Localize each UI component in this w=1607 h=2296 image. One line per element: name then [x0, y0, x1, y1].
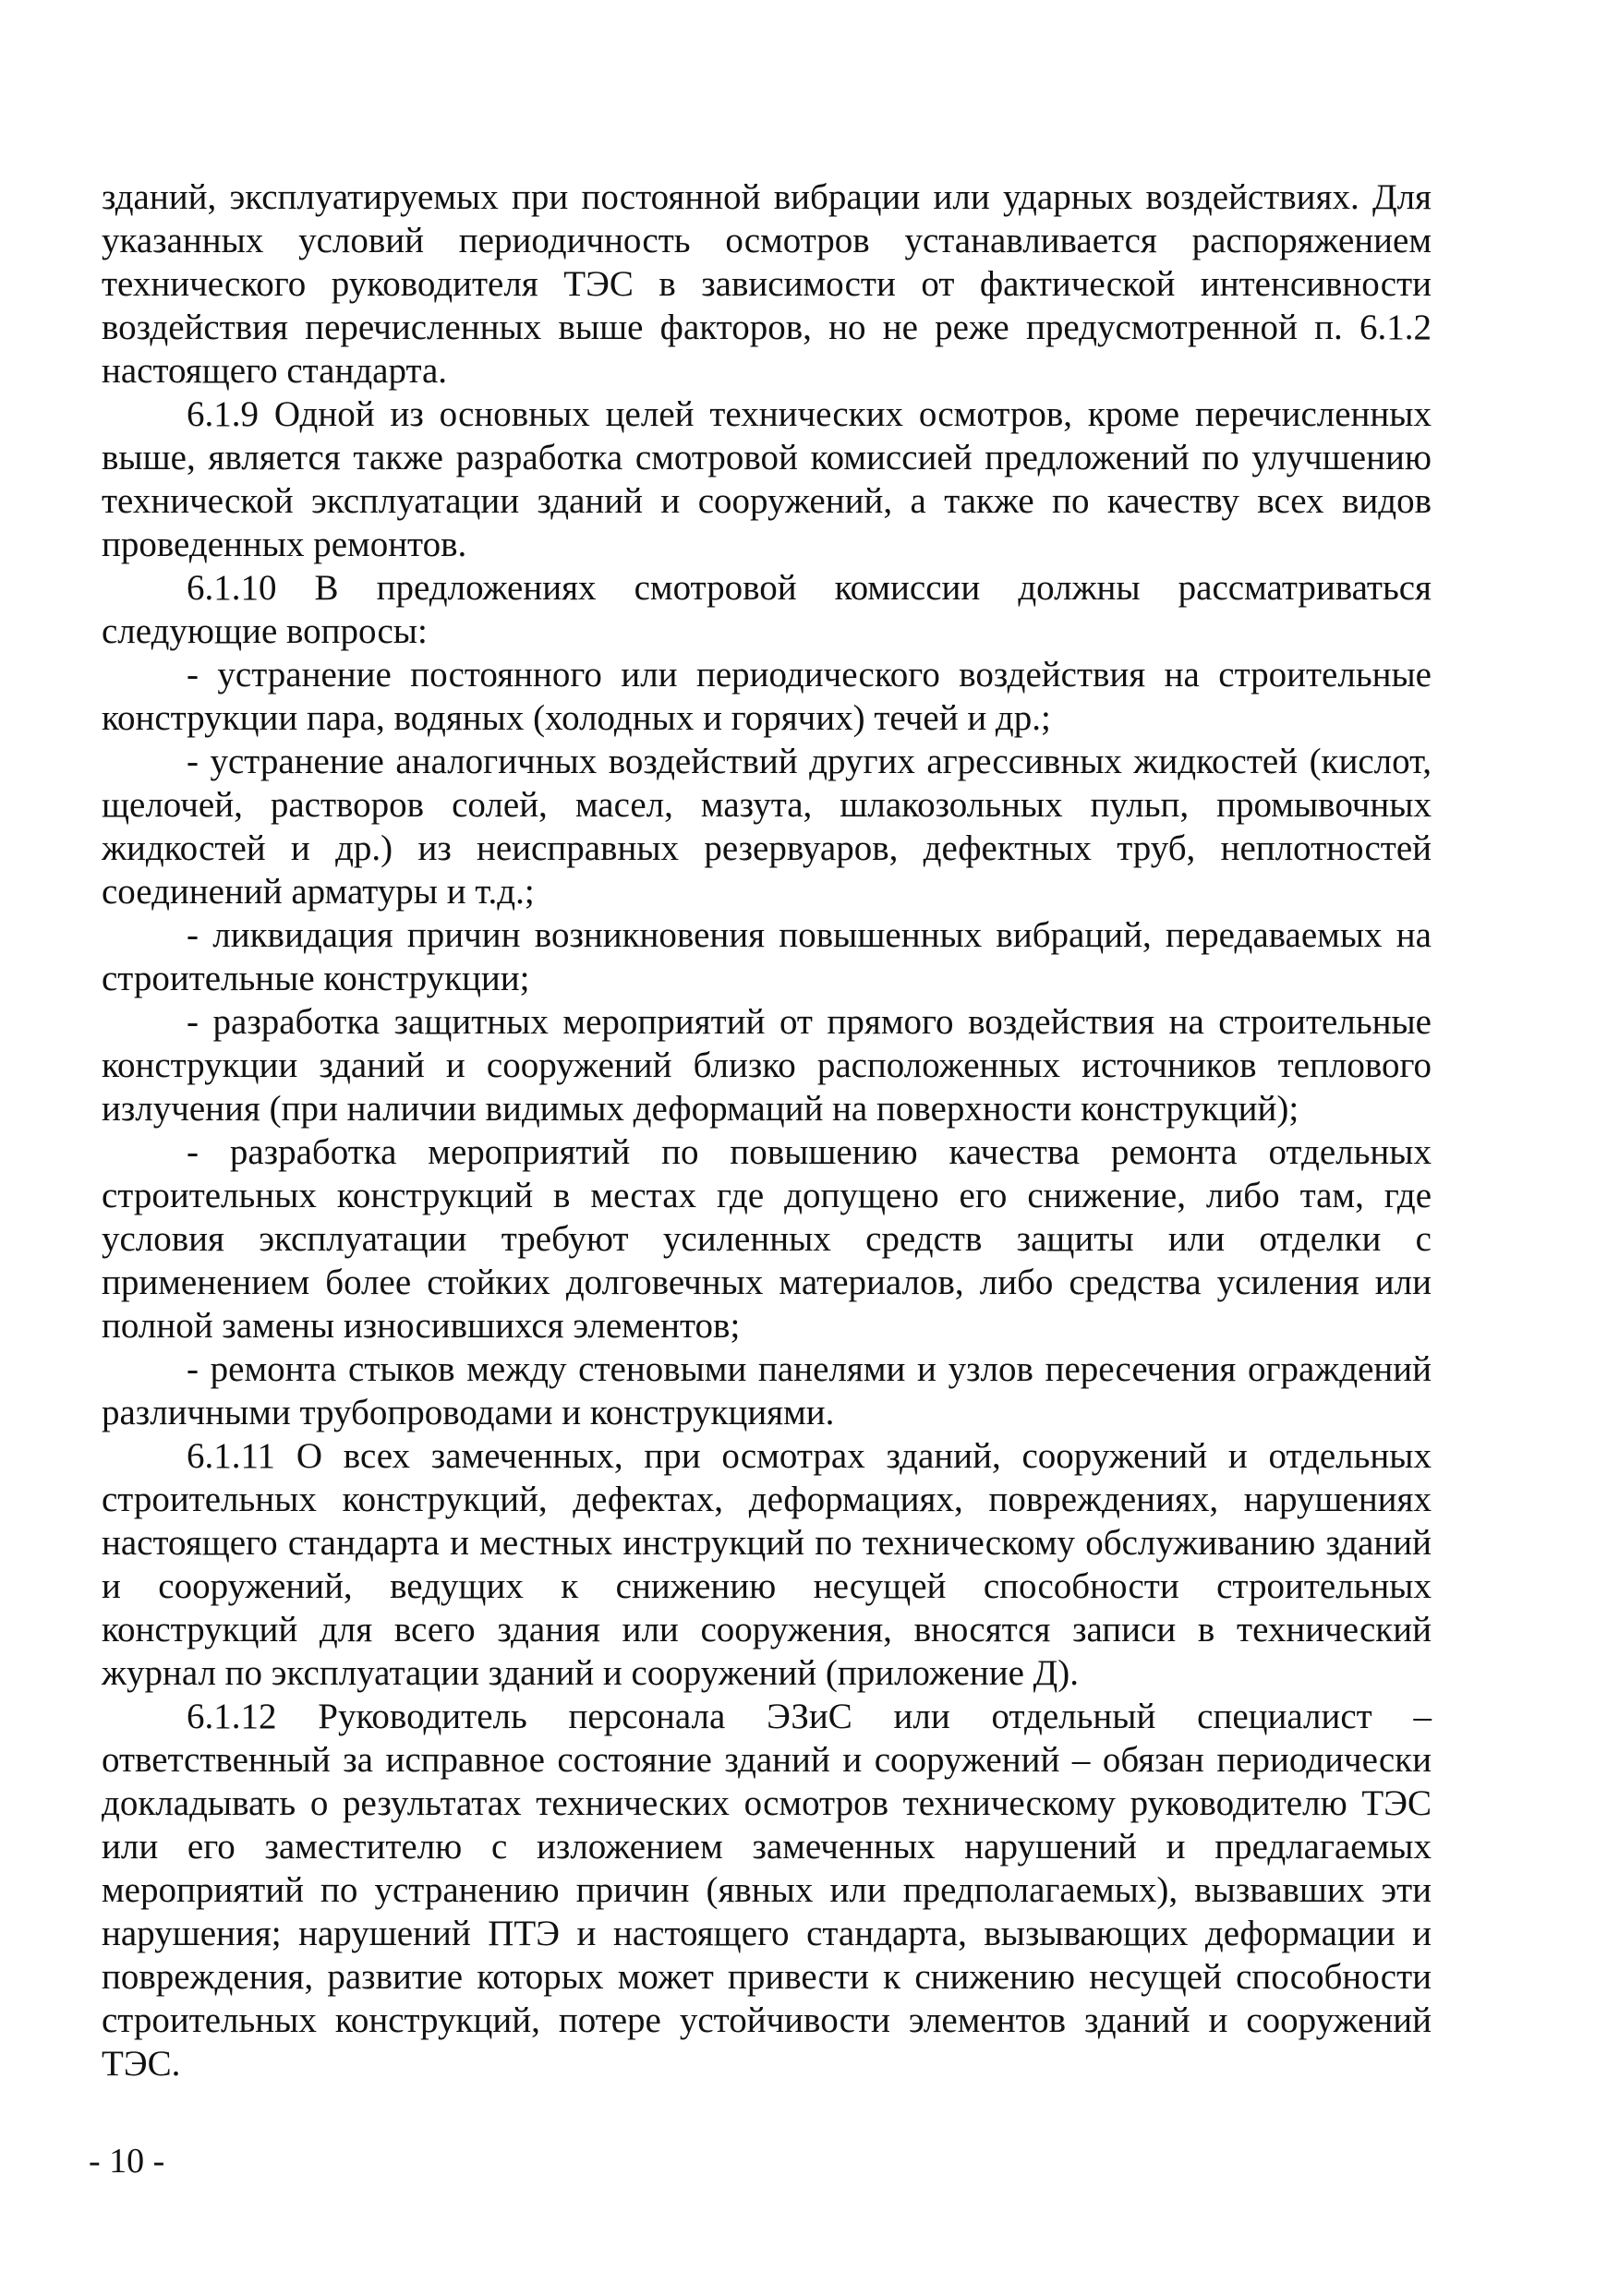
list-item-aggressive-liquids: - устранение аналогичных воздействий других агрессивных жидкостей (кислот, щелочей, растворов солей, масел, мазута, шлакозольных пульп, промывочных жидкостей и др.) из неисправных резервуаров, дефектных труб, неплотностей соединений арматуры и т.д.; [102, 742, 1432, 912]
paragraph-continuation: зданий, эксплуатируемых при постоянной вибрации или ударных воздействиях. Для указанных условий периодичность осмотров устанавливается распоряжением технического руководителя ТЭС в зависимости от фактической интенсивности воздействия перечисленных выше факторов, но не реже предусмотренной п. 6.1.2 настоящего стандарта. [102, 177, 1432, 391]
paragraph-6-1-9: 6.1.9 Одной из основных целей технических осмотров, кроме перечисленных выше, является также разработка смотровой комиссией предложений по улучшению технической эксплуатации зданий и сооружений, а также по качеству всех видов проведенных ремонтов. [102, 394, 1432, 564]
list-item-repair-quality: - разработка мероприятий по повышению качества ремонта отдельных строительных конструкций в местах где допущено его снижение, либо там, где условия эксплуатации требуют усиленных средств защиты или отделки с применением более стойких долговечных материалов, либо средства усиления или полной замены износившихся элементов; [102, 1132, 1432, 1346]
paragraph-6-1-10: 6.1.10 В предложениях смотровой комиссии должны рассматриваться следующие вопросы: [102, 568, 1432, 651]
list-item-steam-leaks: - устранение постоянного или периодического воздействия на строительные конструкции пара, водяных (холодных и горячих) течей и др.; [102, 655, 1432, 738]
list-item-joint-repair: - ремонта стыков между стеновыми панелями и узлов пересечения ограждений различными трубопроводами и конструкциями. [102, 1349, 1432, 1432]
paragraph-6-1-12: 6.1.12 Руководитель персонала ЭЗиС или отдельный специалист – ответственный за исправное состояние зданий и сооружений – обязан периодически докладывать о результатах технических осмотров техническому руководителю ТЭС или его заместителю с изложением замеченных нарушений и предлагаемых мероприятий по устранению причин (явных или предполагаемых), вызвавших эти нарушения; нарушений ПТЭ и настоящего стандарта, вызывающих деформации и повреждения, развитие которых может привести к снижению несущей способности строительных конструкций, потере устойчивости элементов зданий и сооружений ТЭС. [102, 1697, 1432, 2084]
paragraph-6-1-11: 6.1.11 О всех замеченных, при осмотрах зданий, сооружений и отдельных строительных конструкций, дефектах, деформациях, повреждениях, нарушениях настоящего стандарта и местных инструкций по техническому обслуживанию зданий и сооружений, ведущих к снижению несущей способности строительных конструкций для всего здания или сооружения, вносятся записи в технический журнал по эксплуатации зданий и сооружений (приложение Д). [102, 1436, 1432, 1693]
document-body [102, 175, 1432, 2085]
list-item-heat-protection: - разработка защитных мероприятий от прямого воздействия на строительные конструкции зданий и сооружений близко расположенных источников теплового излучения (при наличии видимых деформаций на поверхности конструкций); [102, 1002, 1432, 1129]
page-number: - 10 - [89, 2142, 165, 2181]
list-item-vibrations: - ликвидация причин возникновения повышенных вибраций, передаваемых на строительные конструкции; [102, 915, 1432, 998]
